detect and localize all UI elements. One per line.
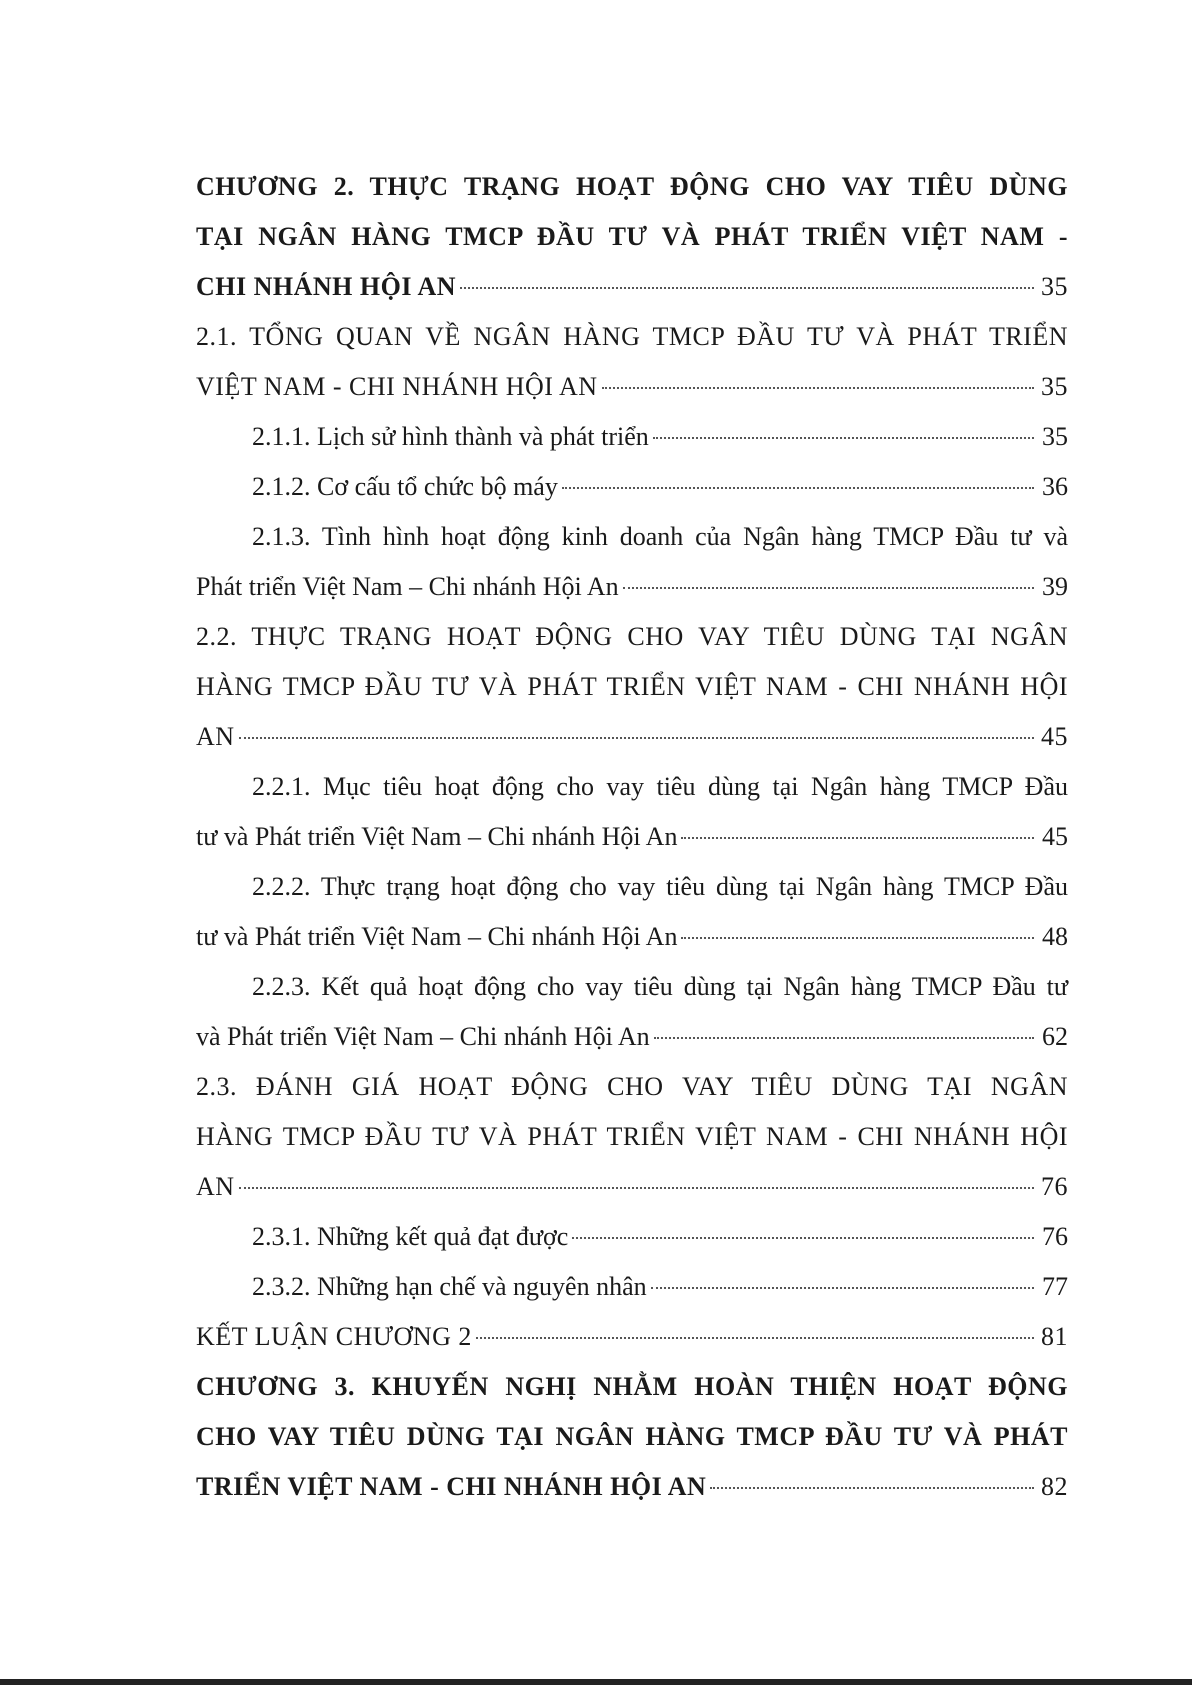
toc-entry-line: 2.1. TỔNG QUAN VỀ NGÂN HÀNG TMCP ĐẦU TƯ VÀ PHÁT TRIỂN (196, 322, 1068, 351)
toc-entry-last-line (196, 1212, 1068, 1262)
toc-entry[interactable] (196, 1312, 1068, 1362)
toc-entry-line: HÀNG TMCP ĐẦU TƯ VÀ PHÁT TRIỂN VIỆT NAM - CHI NHÁNH HỘI (196, 1122, 1068, 1151)
toc-entry-line: 2.2. THỰC TRẠNG HOẠT ĐỘNG CHO VAY TIÊU DÙNG TẠI NGÂN (196, 622, 1068, 651)
dot-leader (460, 287, 1034, 289)
dot-leader (654, 1037, 1034, 1039)
toc-entry-title: 2.1.1. Lịch sử hình thành và phát triển (252, 422, 649, 451)
toc-entry-title: tư và Phát triển Việt Nam – Chi nhánh Hội An (196, 822, 678, 851)
toc-entry-last-line (196, 1012, 1068, 1062)
toc-entry-title: Phát triển Việt Nam – Chi nhánh Hội An (196, 572, 619, 601)
toc-entry[interactable] (196, 1262, 1068, 1312)
page-number: 62 (1042, 1022, 1068, 1051)
toc-entry[interactable] (196, 1362, 1068, 1512)
dot-leader (710, 1487, 1034, 1489)
page-number: 35 (1042, 422, 1068, 451)
toc-entry-title: 2.3.2. Những hạn chế và nguyên nhân (252, 1272, 647, 1301)
toc-entry-last-line (196, 462, 1068, 512)
toc-entry-line: CHƯƠNG 2. THỰC TRẠNG HOẠT ĐỘNG CHO VAY TIÊU DÙNG (196, 172, 1068, 201)
page-number: 35 (1041, 372, 1068, 401)
page-number: 81 (1041, 1322, 1068, 1351)
toc-entry-last-line (196, 362, 1068, 412)
toc-entry-title: AN (196, 1172, 235, 1201)
toc-entry-title: tư và Phát triển Việt Nam – Chi nhánh Hội An (196, 922, 678, 951)
toc-entry-title: 2.1.2. Cơ cấu tổ chức bộ máy (252, 472, 558, 501)
toc-entry-title: AN (196, 722, 235, 751)
toc-entry-line: 2.2.2. Thực trạng hoạt động cho vay tiêu dùng tại Ngân hàng TMCP Đầu (252, 872, 1068, 901)
toc-entry-last-line (196, 712, 1068, 762)
page-number: 48 (1042, 922, 1068, 951)
page-number: 82 (1041, 1472, 1068, 1501)
toc-entry-line: CHƯƠNG 3. KHUYẾN NGHỊ NHẰM HOÀN THIỆN HOẠT ĐỘNG (196, 1372, 1068, 1401)
toc-entry[interactable] (196, 312, 1068, 412)
toc-entry-line: 2.2.3. Kết quả hoạt động cho vay tiêu dùng tại Ngân hàng TMCP Đầu tư (252, 972, 1068, 1001)
toc-entry-last-line (196, 412, 1068, 462)
toc-entry[interactable] (196, 1212, 1068, 1262)
toc-entry-line: CHO VAY TIÊU DÙNG TẠI NGÂN HÀNG TMCP ĐẦU TƯ VÀ PHÁT (196, 1422, 1068, 1451)
dot-leader (623, 587, 1034, 589)
dot-leader (476, 1337, 1034, 1339)
toc-entry-last-line (196, 1162, 1068, 1212)
page-bottom-edge (0, 1679, 1192, 1685)
dot-leader (602, 387, 1034, 389)
page-number: 76 (1042, 1222, 1068, 1251)
page-number: 35 (1041, 272, 1068, 301)
page-number: 36 (1042, 472, 1068, 501)
toc-entry-last-line (196, 262, 1068, 312)
toc-entry-title: KẾT LUẬN CHƯƠNG 2 (196, 1322, 472, 1351)
toc-entry-line: TẠI NGÂN HÀNG TMCP ĐẦU TƯ VÀ PHÁT TRIỂN VIỆT NAM - (196, 222, 1068, 251)
dot-leader (651, 1287, 1034, 1289)
toc-entry-last-line (196, 1262, 1068, 1312)
toc-entry-title: và Phát triển Việt Nam – Chi nhánh Hội An (196, 1022, 650, 1051)
toc-entry[interactable] (196, 762, 1068, 862)
toc-entry-line: 2.2.1. Mục tiêu hoạt động cho vay tiêu dùng tại Ngân hàng TMCP Đầu (252, 772, 1068, 801)
toc-entry-last-line (196, 912, 1068, 962)
toc-entry-last-line (196, 562, 1068, 612)
page-number: 45 (1041, 722, 1068, 751)
page-number: 76 (1041, 1172, 1068, 1201)
toc-entry-title: VIỆT NAM - CHI NHÁNH HỘI AN (196, 372, 598, 401)
toc-entry[interactable] (196, 162, 1068, 312)
toc-entry-last-line (196, 1462, 1068, 1512)
toc-entry-title: CHI NHÁNH HỘI AN (196, 272, 457, 301)
toc-entry[interactable] (196, 412, 1068, 462)
dot-leader (681, 937, 1034, 939)
toc-entry[interactable] (196, 1062, 1068, 1212)
toc-entry-title: 2.3.1. Những kết quả đạt được (252, 1222, 569, 1251)
toc-entry-last-line (196, 812, 1068, 862)
page-number: 45 (1042, 822, 1068, 851)
page-number: 77 (1042, 1272, 1068, 1301)
dot-leader (562, 487, 1034, 489)
toc-entry[interactable] (196, 462, 1068, 512)
page-number: 39 (1042, 572, 1068, 601)
dot-leader (572, 1237, 1034, 1239)
toc-entry-line: 2.1.3. Tình hình hoạt động kinh doanh của Ngân hàng TMCP Đầu tư và (252, 522, 1068, 551)
dot-leader (681, 837, 1034, 839)
dot-leader (653, 437, 1034, 439)
dot-leader (239, 737, 1034, 739)
toc-entry[interactable] (196, 862, 1068, 962)
toc-entry[interactable] (196, 512, 1068, 612)
toc-entry[interactable] (196, 962, 1068, 1062)
toc-entry-line: HÀNG TMCP ĐẦU TƯ VÀ PHÁT TRIỂN VIỆT NAM - CHI NHÁNH HỘI (196, 672, 1068, 701)
dot-leader (239, 1187, 1034, 1189)
toc-entry-line: 2.3. ĐÁNH GIÁ HOẠT ĐỘNG CHO VAY TIÊU DÙNG TẠI NGÂN (196, 1072, 1068, 1101)
toc-entry-last-line (196, 1312, 1068, 1362)
toc-entry-title: TRIỂN VIỆT NAM - CHI NHÁNH HỘI AN (196, 1472, 707, 1501)
toc-entry[interactable] (196, 612, 1068, 762)
table-of-contents (196, 162, 1068, 1512)
